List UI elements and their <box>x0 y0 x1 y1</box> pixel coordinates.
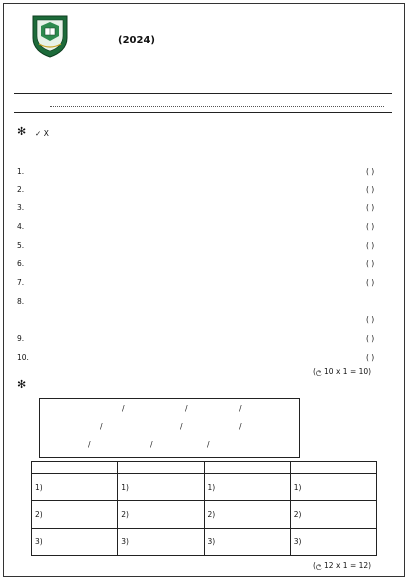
question-number: 8. <box>17 297 25 306</box>
word-separator: / <box>150 440 153 449</box>
question-number: 7. <box>17 278 25 287</box>
answer-cell[interactable]: 1) <box>32 474 118 501</box>
word-separator: / <box>207 440 210 449</box>
answer-box[interactable]: ( ) <box>366 353 375 362</box>
section-two-marks: (ල 12 x 1 = 12) <box>313 561 372 570</box>
column-header <box>32 462 118 474</box>
section-two-star-icon: ✻ <box>17 378 27 391</box>
question-number: 2. <box>17 185 25 194</box>
answer-box[interactable]: ( ) <box>366 315 375 324</box>
section-one-instruction <box>35 127 49 140</box>
answer-cell[interactable]: 2) <box>290 501 376 528</box>
answer-cell[interactable]: 3) <box>204 528 290 555</box>
name-field[interactable] <box>50 106 384 107</box>
answer-cell[interactable]: 2) <box>204 501 290 528</box>
word-separator: / <box>239 404 242 413</box>
word-bank-box <box>39 398 300 458</box>
table-header-row <box>32 462 377 474</box>
exam-year: (2024) <box>118 35 155 46</box>
question-number: 4. <box>17 222 25 231</box>
name-divider <box>14 112 392 113</box>
column-header <box>204 462 290 474</box>
classification-table <box>31 461 377 556</box>
exam-title <box>112 35 155 46</box>
word-separator: / <box>239 422 242 431</box>
column-header <box>290 462 376 474</box>
answer-cell[interactable]: 3) <box>290 528 376 555</box>
word-separator: / <box>122 404 125 413</box>
answer-box[interactable]: ( ) <box>366 259 375 268</box>
cross-symbol: X <box>43 129 49 138</box>
answer-box[interactable]: ( ) <box>366 222 375 231</box>
answer-cell[interactable]: 3) <box>118 528 204 555</box>
tick-symbol: ✓ <box>35 129 42 138</box>
table-row <box>32 501 377 528</box>
question-number: 5. <box>17 241 25 250</box>
answer-box[interactable]: ( ) <box>366 167 375 176</box>
answer-cell[interactable]: 2) <box>118 501 204 528</box>
question-number: 3. <box>17 203 25 212</box>
answer-cell[interactable]: 3) <box>32 528 118 555</box>
question-number: 6. <box>17 259 25 268</box>
word-separator: / <box>100 422 103 431</box>
table-row <box>32 474 377 501</box>
table-row <box>32 528 377 555</box>
word-separator: / <box>180 422 183 431</box>
school-crest-icon <box>31 14 69 58</box>
answer-cell[interactable]: 1) <box>204 474 290 501</box>
word-separator: / <box>185 404 188 413</box>
answer-box[interactable]: ( ) <box>366 278 375 287</box>
answer-box[interactable]: ( ) <box>366 203 375 212</box>
question-number: 9. <box>17 334 25 343</box>
answer-cell[interactable]: 1) <box>290 474 376 501</box>
column-header <box>118 462 204 474</box>
question-number: 1. <box>17 167 25 176</box>
answer-box[interactable]: ( ) <box>366 185 375 194</box>
answer-box[interactable]: ( ) <box>366 241 375 250</box>
answer-cell[interactable]: 2) <box>32 501 118 528</box>
section-one-star-icon: ✻ <box>17 125 27 138</box>
answer-box[interactable]: ( ) <box>366 334 375 343</box>
question-number: 10. <box>17 353 29 362</box>
word-separator: / <box>88 440 91 449</box>
answer-cell[interactable]: 1) <box>118 474 204 501</box>
section-one-marks: (ල 10 x 1 = 10) <box>313 367 372 376</box>
header-divider <box>14 93 392 94</box>
